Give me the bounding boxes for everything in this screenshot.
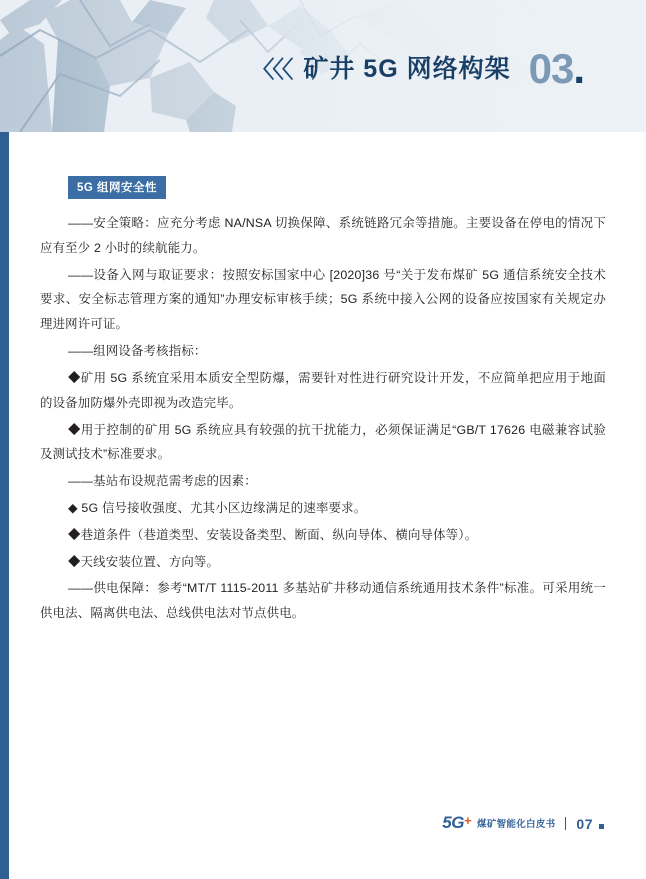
paragraph-device-access: ——设备入网与取证要求：按照安标国家中心 [2020]36 号“关于发布煤矿 5G 通信系统安全技术要求、安全标志管理方案的通知”办理安标审核手续；5G 系统中接入公网的设备应按国家有关规定办理进网许可证。 [40, 267, 606, 332]
chapter-number-value: 03 [528, 45, 574, 92]
section-label-badge: 5G 组网安全性 [68, 176, 166, 199]
brand-logo-plus: + [463, 813, 472, 828]
footer-square-marker [599, 824, 604, 829]
paragraph-base-station-factors: ——基站布设规范需考虑的因素： [68, 474, 257, 489]
chevrons-left-icon: 〈〈〈 [251, 55, 292, 82]
paragraph-security-strategy: ——安全策略：应充分考虑 NA/NSA 切换保障、系统链路冗余等措施。主要设备在停电的情况下应有至少 2 小时的续航能力。 [40, 216, 606, 255]
page-title: 矿井 5G 网络构架 [303, 54, 511, 83]
paragraph-emc-standard: ◆用于控制的矿用 5G 系统应具有较强的抗干扰能力，必须保证满足“GB/T 17626 电磁兼容试验及测试技术”标准要求。 [40, 422, 606, 462]
page-footer [442, 814, 604, 831]
left-white-rail [9, 132, 12, 879]
chapter-number [528, 45, 584, 92]
chapter-number-dot: . [573, 45, 584, 92]
page-header-banner [0, 0, 646, 132]
left-blue-rail [0, 132, 9, 879]
paragraph-network-device-metrics: ——组网设备考核指标： [68, 344, 207, 359]
paragraph-roadway-conditions: ◆巷道条件（巷道类型、安装设备类型、断面、纵向导体、横向导体等）。 [68, 527, 478, 542]
footer-book-title: 煤矿智能化白皮书 [477, 818, 556, 830]
page-number: 07 [576, 816, 593, 832]
paragraph-signal-strength: ◆ 5G 信号接收强度、尤其小区边缘满足的速率要求。 [68, 500, 367, 515]
brand-logo-5g [442, 814, 471, 831]
header-title-group [251, 45, 584, 92]
page-content [40, 176, 606, 628]
footer-divider [565, 817, 566, 830]
paragraph-antenna-position: ◆天线安装位置、方向等。 [68, 554, 220, 569]
brand-logo-text: 5G [442, 813, 464, 832]
paragraph-power-supply: ——供电保障：参考“MT/T 1115-2011 多基站矿井移动通信系统通用技术条件”标准。可采用统一供电法、隔离供电法、总线供电法对节点供电。 [40, 581, 606, 621]
paragraph-explosion-proof: ◆矿用 5G 系统宜采用本质安全型防爆，需要针对性进行研究设计开发，不应简单把应用于地面的设备加防爆外壳即视为改造完毕。 [40, 370, 606, 410]
